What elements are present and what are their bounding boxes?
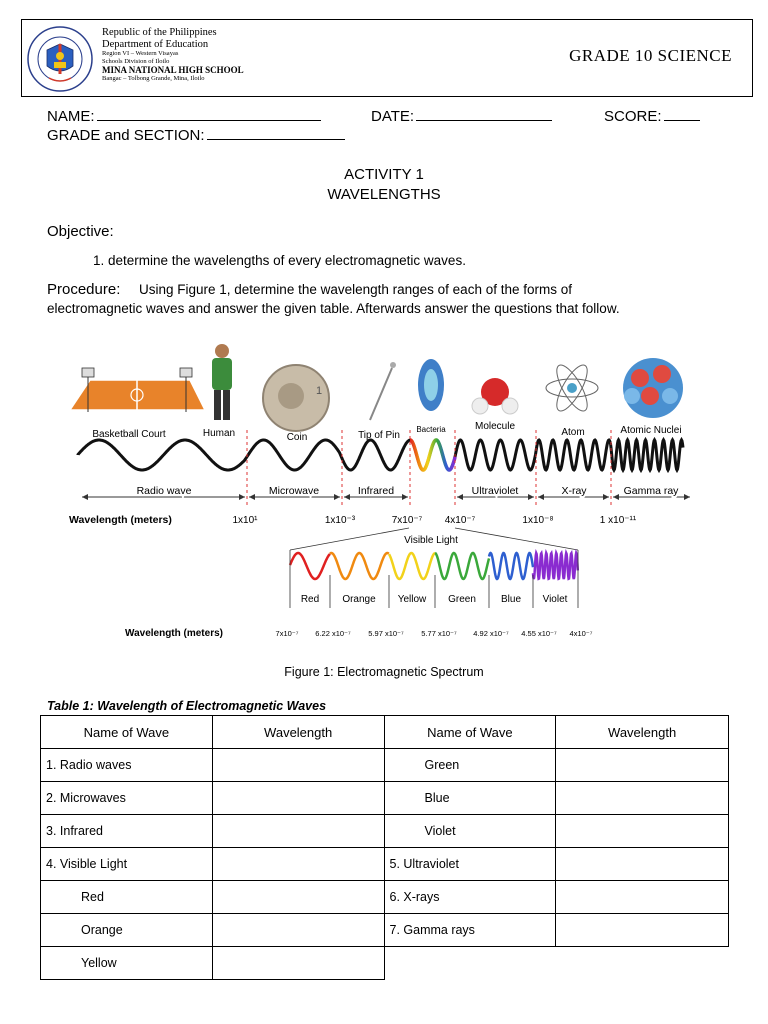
- school-address: Bangac – Tolbong Grande, Mina, Iloilo: [102, 75, 205, 82]
- subject-title: GRADE 10 SCIENCE: [569, 46, 732, 65]
- figure-caption: Figure 1: Electromagnetic Spectrum: [284, 665, 484, 679]
- table-row: [41, 914, 729, 947]
- letterhead-lines: [102, 28, 244, 83]
- empty-cell: [556, 947, 729, 980]
- table-row: [41, 749, 729, 782]
- band-label: Radio wave: [136, 485, 192, 497]
- coin-icon: [263, 365, 329, 431]
- vis-tick-label: 4.55 x10⁻⁷: [521, 629, 557, 638]
- grade-section-label: GRADE and SECTION:: [47, 127, 205, 144]
- answer-cell[interactable]: [556, 815, 729, 848]
- table-row: [41, 848, 729, 881]
- wave-name-cell: 7. Gamma rays: [384, 914, 556, 947]
- table-row: [41, 947, 729, 980]
- molecule-icon: [472, 378, 518, 414]
- answer-cell[interactable]: [212, 848, 384, 881]
- human-icon: [212, 344, 232, 420]
- name-label: NAME:: [47, 108, 95, 125]
- empty-cell: [384, 947, 556, 980]
- answer-cell[interactable]: [556, 848, 729, 881]
- name-blank[interactable]: [97, 119, 321, 121]
- band-label: Infrared: [357, 485, 395, 497]
- date-label: DATE:: [371, 108, 415, 125]
- deped-seal-icon: [27, 26, 93, 92]
- date-field[interactable]: [371, 108, 552, 125]
- object-label: Bacteria: [416, 425, 446, 434]
- answer-cell[interactable]: [556, 881, 729, 914]
- answer-cell[interactable]: [556, 782, 729, 815]
- color-label: Violet: [542, 594, 568, 605]
- color-wave-blue: [489, 553, 533, 579]
- tick-label: 4x10⁻⁷: [444, 515, 476, 526]
- answer-cell[interactable]: [212, 782, 384, 815]
- table-row: [41, 782, 729, 815]
- color-wave-orange: [330, 553, 389, 579]
- wave-name-cell: Violet: [384, 815, 556, 848]
- object-label: Human: [202, 428, 236, 439]
- object-label: Atomic Nuclei: [620, 425, 682, 436]
- answer-cell[interactable]: [556, 749, 729, 782]
- department-line: Department of Education: [102, 38, 209, 50]
- procedure-line-2: electromagnetic waves and answer the given table. Afterwards answer the questions that follow.: [47, 301, 620, 316]
- vis-tick-label: 7x10⁻⁷: [275, 629, 299, 638]
- band-label: Microwave: [268, 485, 320, 497]
- answer-cell[interactable]: [212, 815, 384, 848]
- letterhead: [21, 19, 753, 97]
- tick-label: 1x10⁻³: [324, 515, 356, 526]
- header-cell: Name of Wave: [41, 716, 213, 749]
- school-name: MINA NATIONAL HIGH SCHOOL: [102, 65, 244, 75]
- name-field[interactable]: [47, 108, 321, 125]
- header-cell: Wavelength: [556, 716, 729, 749]
- object-label: Coin: [286, 432, 308, 443]
- score-field[interactable]: [604, 108, 700, 125]
- wave-name-cell: 5. Ultraviolet: [384, 848, 556, 881]
- activity-number: ACTIVITY 1: [344, 166, 424, 183]
- em-spectrum-figure: [0, 330, 768, 650]
- answer-cell[interactable]: [556, 914, 729, 947]
- date-blank[interactable]: [416, 119, 552, 121]
- objective-label: Objective:: [47, 223, 114, 240]
- vis-tick-label: 4.92 x10⁻⁷: [473, 629, 509, 638]
- table-row: [41, 815, 729, 848]
- answer-cell[interactable]: [212, 881, 384, 914]
- bacteria-icon: [418, 359, 444, 411]
- wave-name-cell: Orange: [41, 914, 213, 947]
- wave-name-cell: 4. Visible Light: [41, 848, 213, 881]
- visible-colors-waves: [290, 553, 578, 579]
- wave-name-cell: Yellow: [41, 947, 213, 980]
- axis-label: Wavelength (meters): [69, 514, 172, 526]
- atom-icon: [546, 361, 598, 415]
- color-label: Red: [300, 594, 320, 605]
- color-wave-yellow: [389, 553, 435, 579]
- score-label: SCORE:: [604, 108, 662, 125]
- answer-cell[interactable]: [212, 749, 384, 782]
- region-line: Region VI – Western Visayas: [102, 50, 179, 57]
- color-wave-violet: [533, 553, 578, 579]
- wave-name-cell: 2. Microwaves: [41, 782, 213, 815]
- table-row: [41, 881, 729, 914]
- tick-label: 1x10¹: [232, 515, 258, 526]
- answer-cell[interactable]: [212, 914, 384, 947]
- tick-label: 1 x10⁻¹¹: [599, 515, 637, 526]
- activity-title: WAVELENGTHS: [327, 186, 441, 203]
- color-label: Blue: [500, 594, 522, 605]
- tick-label: 1x10⁻⁸: [522, 515, 554, 526]
- vis-tick-label: 6.22 x10⁻⁷: [315, 629, 351, 638]
- vis-tick-label: 5.97 x10⁻⁷: [368, 629, 404, 638]
- grade-section-field[interactable]: [47, 127, 345, 144]
- grade-section-blank[interactable]: [207, 138, 345, 140]
- visible-axis-label: Wavelength (meters): [125, 628, 223, 639]
- wave-name-cell: 3. Infrared: [41, 815, 213, 848]
- pin-icon: [370, 362, 396, 420]
- object-label: Tip of Pin: [358, 430, 400, 441]
- procedure-line-1: Using Figure 1, determine the wavelength ranges of each of the forms of: [139, 282, 572, 297]
- wavelength-table: [40, 715, 729, 980]
- object-label: Molecule: [474, 421, 516, 432]
- tick-label: 7x10⁻⁷: [391, 515, 423, 526]
- table-header-row: [41, 716, 729, 749]
- wave-name-cell: Blue: [384, 782, 556, 815]
- vis-tick-label: 5.77 x10⁻⁷: [421, 629, 457, 638]
- header-cell: Name of Wave: [384, 716, 556, 749]
- visible-light-label: Visible Light: [404, 535, 458, 546]
- band-label: Gamma ray: [623, 485, 679, 497]
- color-wave-green: [435, 553, 489, 579]
- band-label: Ultraviolet: [471, 485, 519, 497]
- division-line: Schools Division of Iloilo: [102, 57, 170, 65]
- color-label: Yellow: [397, 594, 427, 605]
- header-cell: Wavelength: [212, 716, 384, 749]
- objective-item: 1. determine the wavelengths of every electromagnetic waves.: [93, 253, 466, 268]
- basketball-court-icon: [70, 368, 205, 412]
- republic-line: Republic of the Philippines: [102, 27, 217, 38]
- wave-name-cell: 1. Radio waves: [41, 749, 213, 782]
- wave-name-cell: 6. X-rays: [384, 881, 556, 914]
- em-wave-line: [78, 440, 683, 470]
- color-label: Orange: [342, 594, 376, 605]
- object-label: Basketball Court: [92, 429, 166, 440]
- band-label: X-ray: [561, 485, 587, 497]
- vis-tick-label: 4x10⁻⁷: [569, 629, 593, 638]
- coin-value: 1: [316, 385, 323, 397]
- object-label: Atom: [561, 427, 585, 438]
- score-blank[interactable]: [664, 119, 700, 121]
- color-wave-red: [290, 553, 330, 579]
- wave-name-cell: Green: [384, 749, 556, 782]
- answer-cell[interactable]: [212, 947, 384, 980]
- color-label: Green: [448, 594, 476, 605]
- wave-name-cell: Red: [41, 881, 213, 914]
- atomic-nuclei-icon: [623, 358, 683, 418]
- table-caption: Table 1: Wavelength of Electromagnetic Waves: [47, 699, 327, 713]
- procedure-label: Procedure:: [47, 281, 121, 298]
- visible-wave-segment: [410, 440, 455, 470]
